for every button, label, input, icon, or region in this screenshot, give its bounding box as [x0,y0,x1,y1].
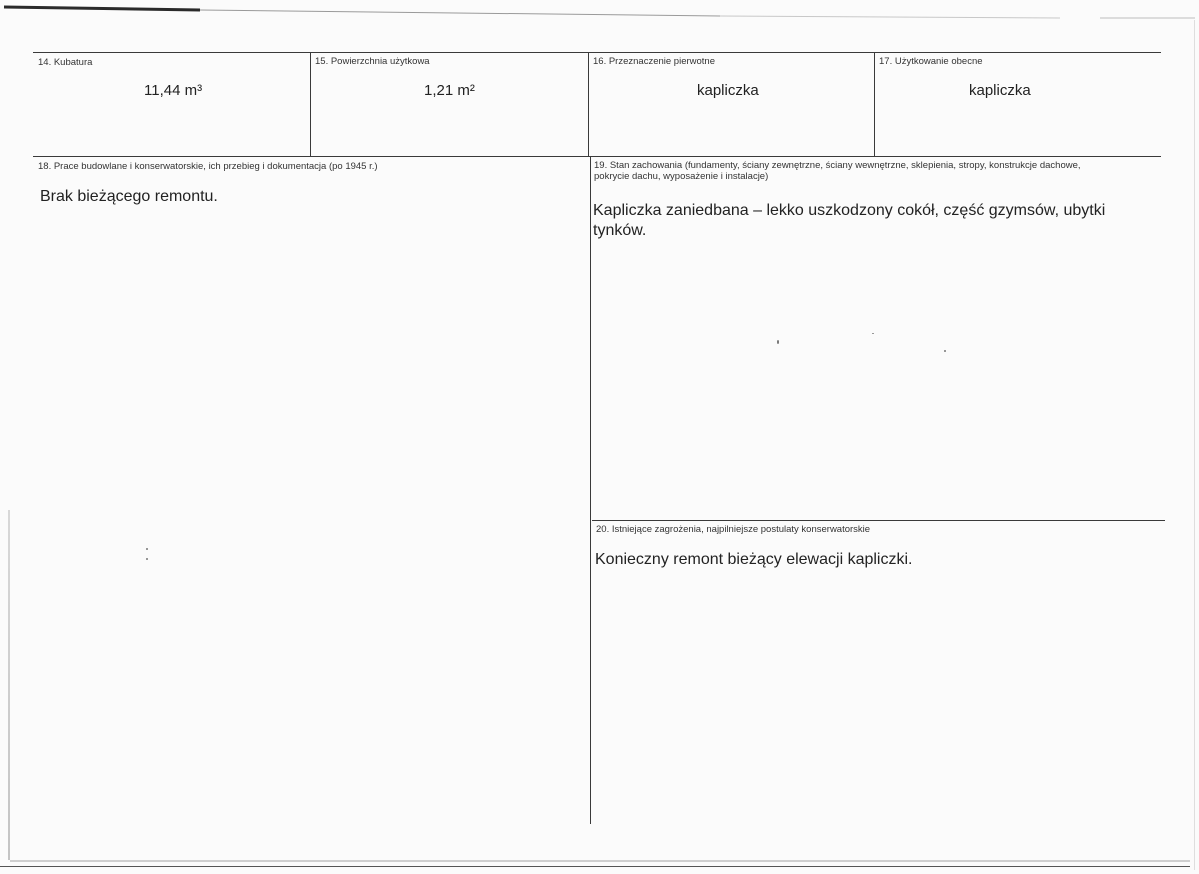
scan-speck [146,558,148,560]
field-value-stan: Kapliczka zaniedbana – lekko uszkodzony cokół, część gzymsów, ubytki tynków. [593,202,1106,239]
form-line [310,52,311,156]
field-value-kubatura: 11,44 m³ [144,82,203,99]
scan-speck [872,333,874,334]
scan-speck [944,350,946,352]
scan-edge-artifact [0,4,1199,22]
field-label-uzytkowanie: 17. Użytkowanie obecne [879,56,983,67]
scan-edge-artifact [1194,20,1195,870]
form-line [588,52,589,156]
form-line [33,156,1161,157]
field-label-zagrozenia: 20. Istniejące zagrożenia, najpilniejsze postulaty konserwatorskie [596,524,871,535]
field-value-przeznaczenie: kapliczka [697,82,759,99]
field-value-uzytkowanie: kapliczka [969,82,1031,99]
scan-edge-artifact [8,510,10,860]
field-label-prace: 18. Prace budowlane i konserwatorskie, ich przebieg i dokumentacja (po 1945 r.) [38,161,378,172]
field-value-zagrozenia: Konieczny remont bieżący elewacji kapliczki. [595,551,913,568]
field-label-powierzchnia: 15. Powierzchnia użytkowa [315,56,430,67]
field-value-powierzchnia: 1,21 m² [424,82,475,99]
form-line [590,156,591,824]
field-label-stan: 19. Stan zachowania (fundamenty, ściany zewnętrzne, ściany wewnętrzne, sklepienia, stropy, konstrukcje dachowe, pokrycie dachu, wyposażenie i instalacje) [594,160,1081,182]
field-label-przeznaczenie: 16. Przeznaczenie pierwotne [593,56,715,67]
scan-edge-artifact [10,860,1190,862]
form-line [0,866,1190,867]
form-line [592,520,1165,521]
field-value-prace: Brak bieżącego remontu. [40,188,218,205]
scan-speck [777,340,779,344]
scan-speck [146,548,148,550]
form-line [33,52,1161,53]
form-line [874,52,875,156]
field-label-kubatura: 14. Kubatura [38,57,93,68]
